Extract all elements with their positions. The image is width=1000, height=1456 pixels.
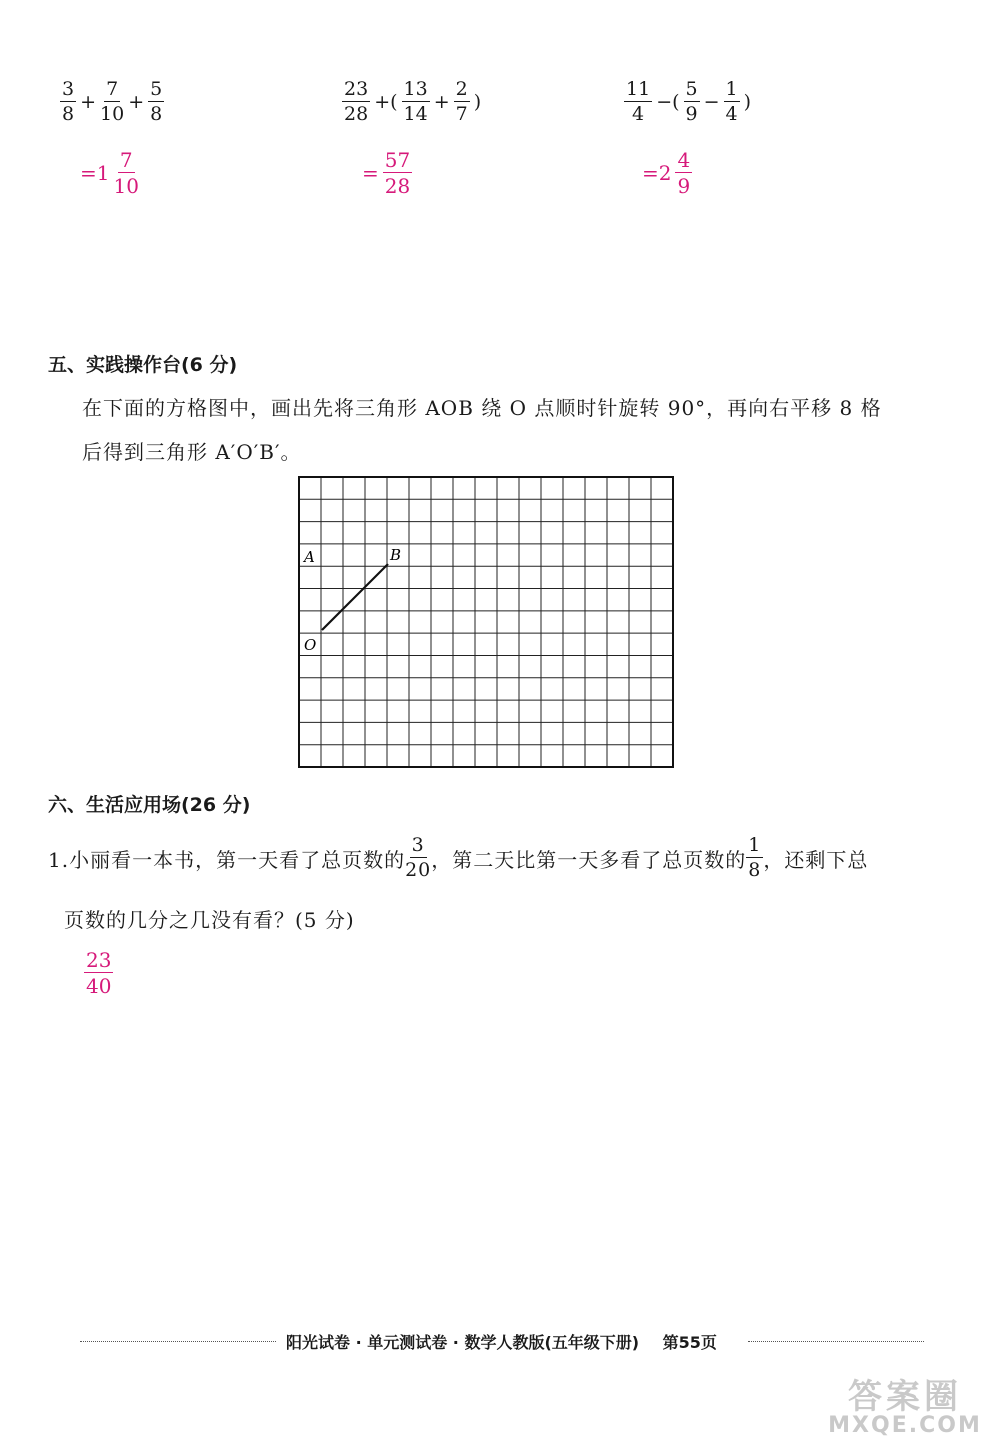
fraction: $\frac{13}{14}$ (403, 78, 428, 125)
section-5-line-1: 在下面的方格图中，画出先将三角形 AOB 绕 O 点顺时针旋转 90°，再向右平移 8 格 (82, 396, 882, 420)
footer-series: 阳光试卷 · 单元测试卷 · 数学人教版(五年级下册) (286, 1333, 640, 1352)
question-1-text-part-3: ，还剩下总 (763, 847, 869, 872)
square-grid (298, 476, 676, 770)
label-b: B (390, 546, 402, 564)
question-1-answer: $\frac{23}{40}$ (86, 948, 112, 998)
answer-3: =2 $\frac{4}{9}$ (642, 148, 691, 198)
watermark-line-2: MXQE.COM (828, 1413, 982, 1438)
question-1-text-part-2: ，第二天比第一天多看了总页数的 (431, 847, 747, 872)
label-o: O (304, 636, 317, 654)
expression-3: $\frac{11}{4}$ −( $\frac{5}{9}$ − $\frac{1}{4}$ ) (626, 78, 752, 125)
fraction: $\frac{2}{7}$ (455, 78, 468, 125)
fraction: $\frac{3}{8}$ (62, 78, 75, 125)
expression-2: $\frac{23}{28}$ +( $\frac{13}{14}$ + $\frac{2}{7}$ ) (344, 78, 482, 125)
fraction: $\frac{1}{4}$ (725, 78, 738, 125)
answer-1: =1 $\frac{7}{10}$ (80, 148, 139, 198)
fraction: $\frac{7}{10}$ (100, 78, 125, 125)
question-1-line-1 (48, 836, 868, 880)
fraction: $\frac{11}{4}$ (626, 78, 651, 125)
fraction-3-20: $\frac{3}{20}$ (405, 834, 432, 881)
label-a: A (304, 548, 315, 566)
section-5-heading: 五、实践操作台(6 分) (48, 354, 238, 376)
segment-ob (322, 564, 388, 630)
question-1-line-2: 页数的几分之几没有看？(5 分) (64, 908, 355, 932)
fraction: $\frac{23}{28}$ (344, 78, 369, 125)
answer-2: = $\frac{57}{28}$ (362, 148, 411, 198)
grid-lines (299, 477, 673, 767)
watermark-line-1: 答案圈 (848, 1377, 962, 1417)
footer-dots-left (80, 1341, 276, 1342)
question-1-text-part-1: 1.小丽看一本书，第一天看了总页数的 (48, 847, 406, 872)
expression-1: $\frac{3}{8}$ + $\frac{7}{10}$ + $\frac{5}{8}$ (62, 78, 163, 125)
section-6-heading: 六、生活应用场(26 分) (48, 794, 251, 816)
footer-dots-right (748, 1341, 924, 1342)
fraction-1-8: $\frac{1}{8}$ (748, 834, 762, 881)
fraction: $\frac{5}{9}$ (685, 78, 698, 125)
section-5-line-2: 后得到三角形 A′O′B′。 (82, 440, 302, 464)
footer-page-number: 第55页 (662, 1333, 717, 1352)
fraction: $\frac{5}{8}$ (150, 78, 163, 125)
watermark (820, 1377, 990, 1438)
grid-border (299, 477, 673, 767)
footer-title (286, 1330, 717, 1353)
